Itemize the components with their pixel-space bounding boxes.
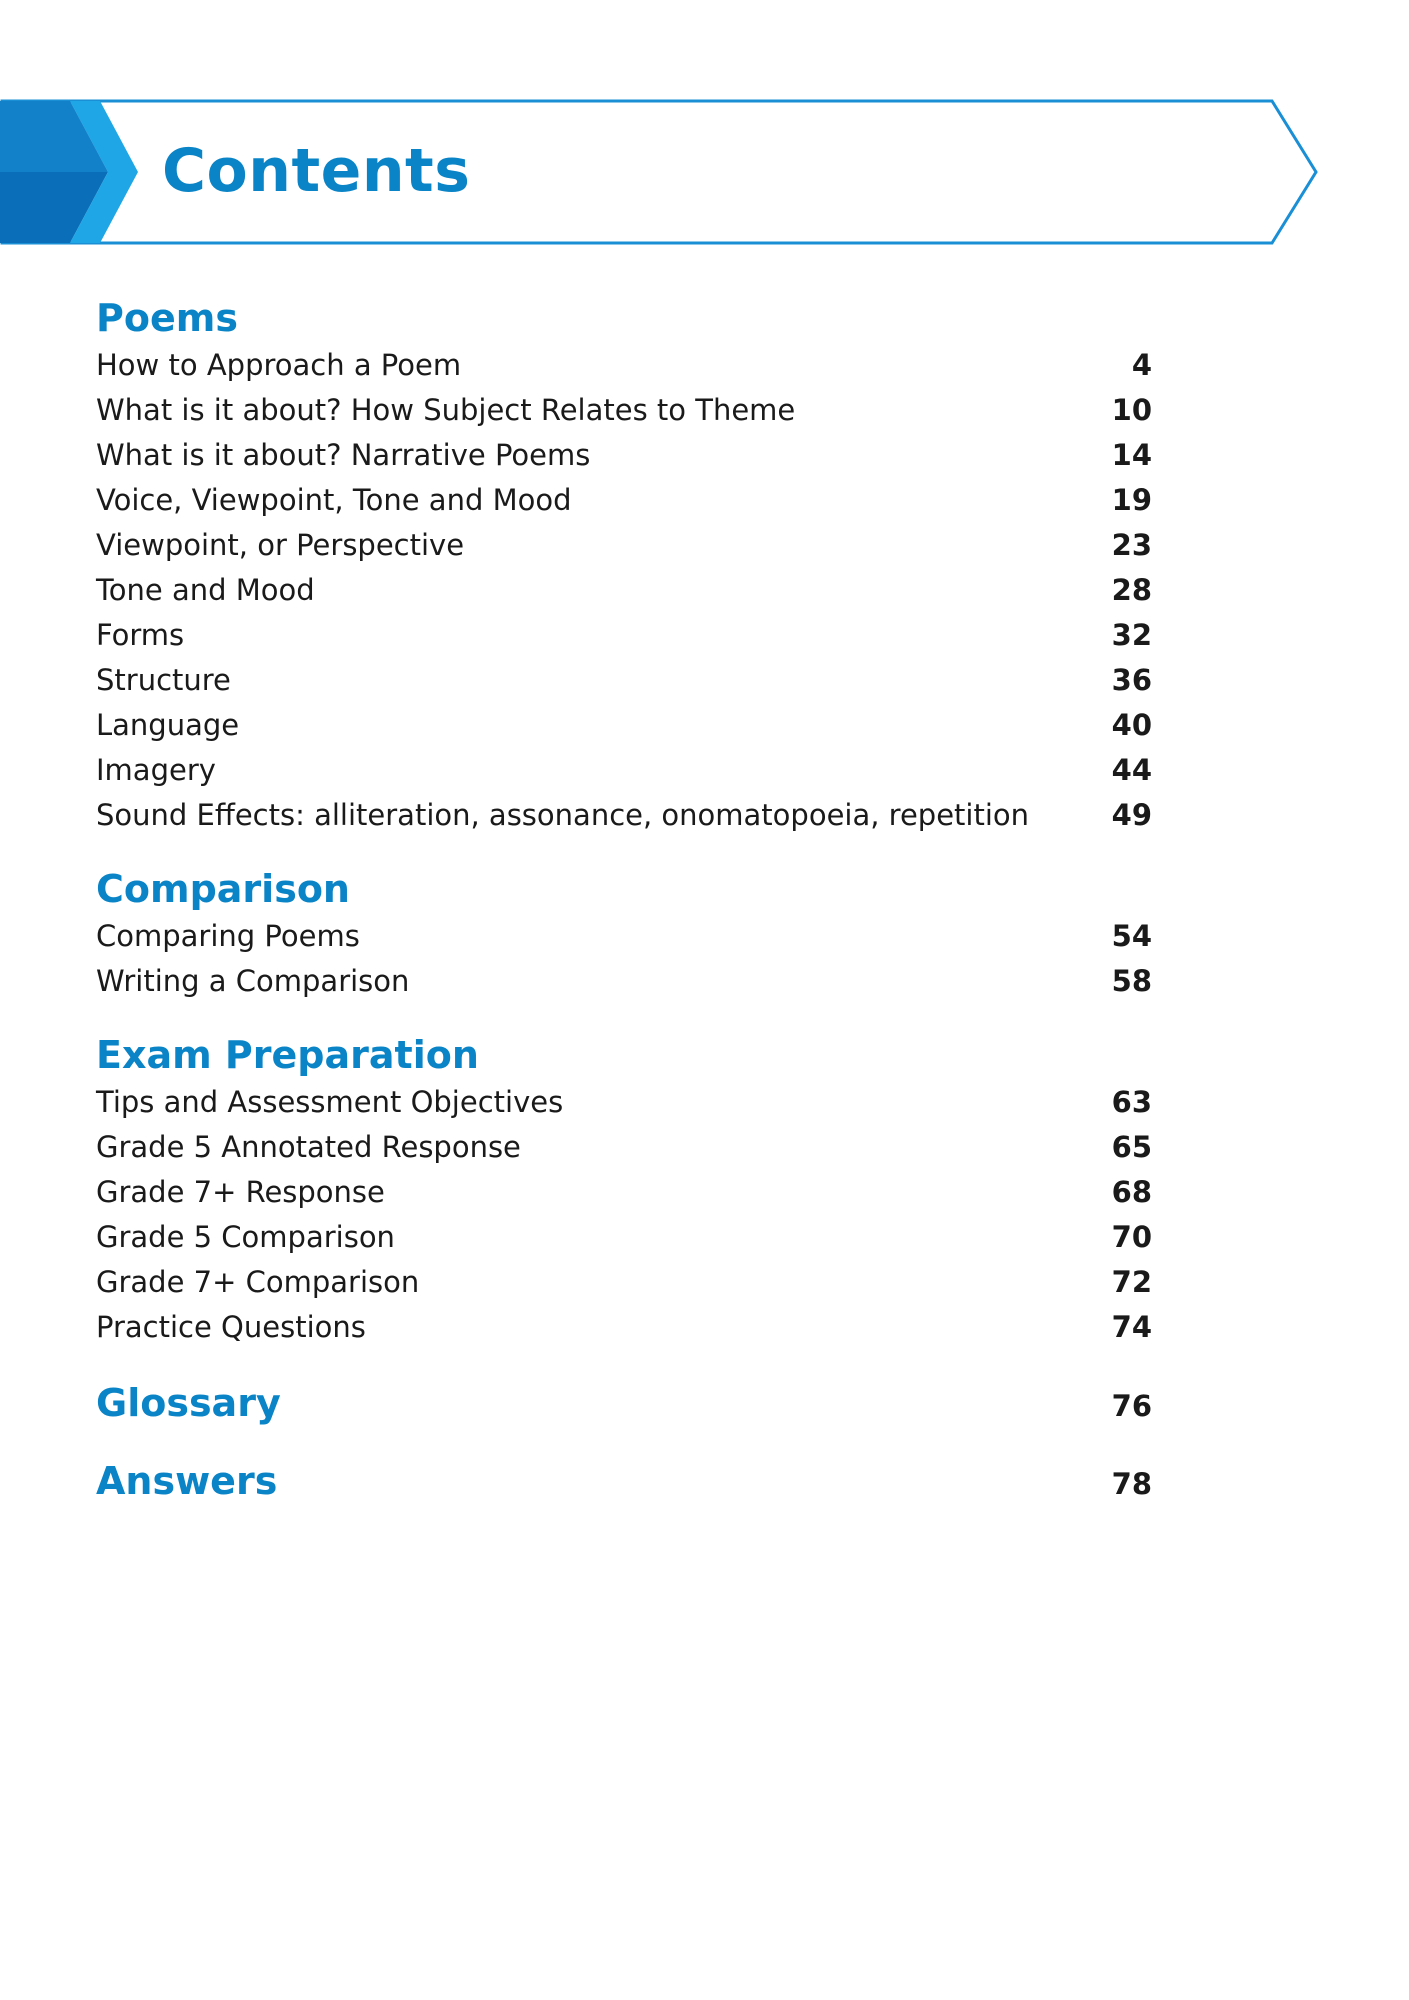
toc-entry-page: 49 <box>1111 798 1152 832</box>
toc-entry-page: 72 <box>1111 1265 1152 1299</box>
toc-entry-page: 54 <box>1111 919 1152 953</box>
section-poems <box>96 293 1152 838</box>
toc-entry[interactable] <box>96 433 1152 478</box>
toc-entry-title: Sound Effects: alliteration, assonance, onomatopoeia, repetition <box>96 798 1030 832</box>
toc-entry[interactable] <box>96 568 1152 613</box>
section-page: 78 <box>1111 1467 1152 1501</box>
toc-entry-page: 10 <box>1111 393 1152 427</box>
section-glossary[interactable] <box>96 1378 1152 1428</box>
toc-entry-page: 28 <box>1111 573 1152 607</box>
section-heading-row <box>96 1030 1152 1080</box>
section-heading-row <box>96 864 1152 914</box>
toc-entry-page: 40 <box>1111 708 1152 742</box>
table-of-contents <box>96 293 1152 1506</box>
toc-entry-title: Writing a Comparison <box>96 964 410 998</box>
toc-entry-title: Grade 7+ Comparison <box>96 1265 420 1299</box>
toc-entry-page: 32 <box>1111 618 1152 652</box>
toc-entry-title: Practice Questions <box>96 1310 366 1344</box>
toc-entry-title: Language <box>96 708 240 742</box>
toc-entry[interactable] <box>96 478 1152 523</box>
toc-entry[interactable] <box>96 343 1152 388</box>
toc-entry[interactable] <box>96 703 1152 748</box>
toc-entry-page: 36 <box>1111 663 1152 697</box>
toc-entry-page: 19 <box>1111 483 1152 517</box>
toc-entry[interactable] <box>96 748 1152 793</box>
section-spacer <box>96 838 1152 864</box>
toc-entry-title: Tips and Assessment Objectives <box>96 1085 564 1119</box>
section-heading-row <box>96 1378 1152 1428</box>
toc-entry[interactable] <box>96 658 1152 703</box>
toc-entry-page: 4 <box>1131 348 1152 382</box>
section-heading: Exam Preparation <box>96 1033 479 1077</box>
section-spacer <box>96 1004 1152 1030</box>
toc-entry[interactable] <box>96 793 1152 838</box>
toc-entry[interactable] <box>96 388 1152 433</box>
toc-entry-title: Comparing Poems <box>96 919 360 953</box>
contents-banner <box>0 99 1320 245</box>
toc-entry[interactable] <box>96 1080 1152 1125</box>
toc-entry-title: Grade 7+ Response <box>96 1175 385 1209</box>
toc-entry-title: Imagery <box>96 753 216 787</box>
toc-entry[interactable] <box>96 959 1152 1004</box>
toc-entry-title: Grade 5 Comparison <box>96 1220 395 1254</box>
toc-entry[interactable] <box>96 613 1152 658</box>
toc-entry-title: Structure <box>96 663 231 697</box>
toc-entry-title: How to Approach a Poem <box>96 348 462 382</box>
section-comparison <box>96 864 1152 1004</box>
section-answers[interactable] <box>96 1456 1152 1506</box>
section-heading: Answers <box>96 1459 278 1503</box>
toc-entry-page: 44 <box>1111 753 1152 787</box>
section-heading: Poems <box>96 296 238 340</box>
toc-entry-title: Grade 5 Annotated Response <box>96 1130 521 1164</box>
toc-entry[interactable] <box>96 1215 1152 1260</box>
toc-entry-page: 58 <box>1111 964 1152 998</box>
toc-entry[interactable] <box>96 1305 1152 1350</box>
section-heading: Comparison <box>96 867 350 911</box>
toc-entry-page: 63 <box>1111 1085 1152 1119</box>
toc-entry-title: Viewpoint, or Perspective <box>96 528 465 562</box>
toc-entry[interactable] <box>96 914 1152 959</box>
toc-entry-page: 14 <box>1111 438 1152 472</box>
page-title: Contents <box>162 136 471 206</box>
toc-entry-page: 70 <box>1111 1220 1152 1254</box>
toc-entry-page: 68 <box>1111 1175 1152 1209</box>
section-page: 76 <box>1111 1389 1152 1423</box>
toc-entry-title: What is it about? Narrative Poems <box>96 438 591 472</box>
toc-entry-title: Forms <box>96 618 185 652</box>
section-heading-row <box>96 1456 1152 1506</box>
section-heading: Glossary <box>96 1381 281 1425</box>
toc-entry-page: 65 <box>1111 1130 1152 1164</box>
section-heading-row <box>96 293 1152 343</box>
toc-entry-title: Tone and Mood <box>96 573 315 607</box>
toc-entry[interactable] <box>96 1170 1152 1215</box>
toc-entry[interactable] <box>96 523 1152 568</box>
section-spacer <box>96 1350 1152 1378</box>
section-exam-preparation <box>96 1030 1152 1350</box>
toc-entry[interactable] <box>96 1125 1152 1170</box>
toc-entry-title: What is it about? How Subject Relates to Theme <box>96 393 796 427</box>
toc-entry-page: 74 <box>1111 1310 1152 1344</box>
toc-entry-title: Voice, Viewpoint, Tone and Mood <box>96 483 572 517</box>
toc-entry[interactable] <box>96 1260 1152 1305</box>
toc-entry-page: 23 <box>1111 528 1152 562</box>
section-spacer <box>96 1428 1152 1456</box>
